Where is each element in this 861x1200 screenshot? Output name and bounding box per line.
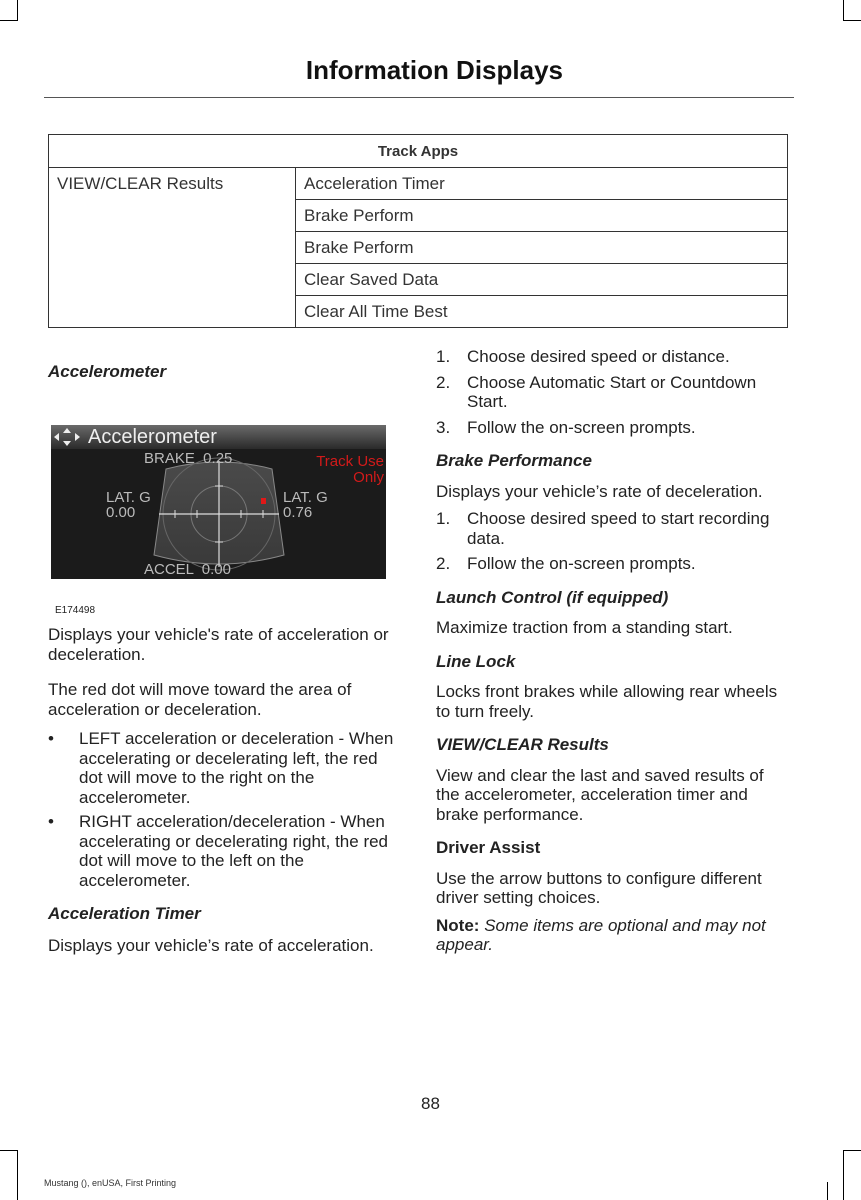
table-header-row — [49, 135, 788, 168]
list-item: 2. Follow the on-screen prompts. — [436, 554, 696, 573]
lat-g-left-value: 0.00 — [106, 504, 136, 521]
right-column — [436, 347, 791, 955]
table-cell: Brake Perform — [296, 200, 788, 232]
table-row — [49, 168, 788, 200]
footer-text: Mustang (), enUSA, First Printing — [44, 1178, 177, 1188]
paragraph: The red dot will move toward the area of acceleration or deceleration. — [48, 680, 352, 719]
crop-mark — [17, 0, 18, 20]
paragraph: Maximize traction from a standing start. — [436, 618, 733, 637]
track-use-warning-2: Only — [353, 469, 384, 486]
table-cell: Clear Saved Data — [296, 264, 788, 296]
accelerometer-heading: Accelerometer — [48, 362, 167, 381]
page-number: 88 — [421, 1094, 440, 1113]
paragraph: Locks front brakes while allowing rear wheels to turn freely. — [436, 682, 778, 721]
lat-g-left-label: LAT. G — [106, 489, 151, 506]
table-cell: Acceleration Timer — [296, 168, 788, 200]
list-item: 3. Follow the on-screen prompts. — [436, 417, 696, 437]
section-heading: VIEW/CLEAR Results — [436, 735, 609, 754]
title-divider — [44, 97, 794, 98]
crop-mark — [843, 20, 861, 21]
list-item: 2. Choose Automatic Start or Countdown Start. — [436, 372, 757, 411]
paragraph: Displays your vehicle’s rate of deceleration. — [436, 481, 763, 501]
section-heading: Driver Assist — [436, 838, 541, 857]
note-label: Note: — [436, 915, 480, 935]
track-use-warning: Track Use — [316, 453, 384, 470]
bullet-text: RIGHT acceleration/deceleration - When accelerating or decelerating right, the red dot will move to the left on the accelerometer. — [79, 812, 389, 890]
table-cell-left: VIEW/CLEAR Results — [49, 168, 296, 328]
crop-mark — [843, 1150, 861, 1151]
table-header: Track Apps — [49, 135, 788, 168]
bullet-text: LEFT acceleration or deceleration - When accelerating or decelerating left, the red dot will move to the right on the accelerometer. — [79, 729, 394, 807]
lat-g-right-label: LAT. G — [283, 489, 328, 506]
page-title: Information Displays — [305, 55, 563, 85]
figure-id: E174498 — [55, 605, 96, 616]
section-heading: Launch Control (if equipped) — [436, 587, 669, 607]
g-indicator-dot — [261, 498, 266, 504]
note-text: Some items are optional and may not appear. — [436, 915, 766, 954]
paragraph: View and clear the last and saved results of the accelerometer, acceleration timer and brake performance. — [436, 765, 764, 824]
section-heading: Acceleration Timer — [48, 904, 201, 923]
brake-readout: BRAKE 0.25 — [144, 450, 233, 467]
section-heading: Brake Performance — [436, 451, 592, 470]
accelerometer-screen — [51, 425, 386, 579]
paragraph: Displays your vehicle’s rate of acceleration. — [48, 935, 374, 955]
crop-mark — [843, 0, 844, 20]
list-item: 1. Choose desired speed to start recording data. — [436, 509, 770, 548]
bullet-item — [48, 729, 403, 807]
left-column — [48, 362, 403, 382]
screen-title: Accelerometer — [88, 426, 217, 448]
bullet-item — [48, 812, 403, 890]
crop-mark — [827, 1182, 828, 1200]
crop-mark — [0, 20, 18, 21]
section-heading: Line Lock — [436, 651, 516, 671]
left-column-body — [48, 625, 403, 955]
crop-mark — [843, 1150, 844, 1200]
paragraph: Displays your vehicle's rate of acceleration or deceleration. — [48, 625, 389, 664]
bullet: • — [48, 812, 54, 831]
list-item: 1. Choose desired speed or distance. — [436, 347, 730, 366]
track-apps-table — [48, 134, 788, 328]
note — [436, 916, 791, 955]
crop-mark — [17, 1150, 18, 1200]
bullet: • — [48, 729, 54, 748]
table-cell: Brake Perform — [296, 232, 788, 264]
lat-g-right-value: 0.76 — [283, 504, 313, 521]
table-cell: Clear All Time Best — [296, 296, 788, 328]
paragraph: Use the arrow buttons to configure different driver setting choices. — [436, 868, 762, 907]
up-down-arrows-icon — [54, 428, 80, 446]
crop-mark — [0, 1150, 18, 1151]
accel-readout: ACCEL 0.00 — [144, 561, 231, 578]
